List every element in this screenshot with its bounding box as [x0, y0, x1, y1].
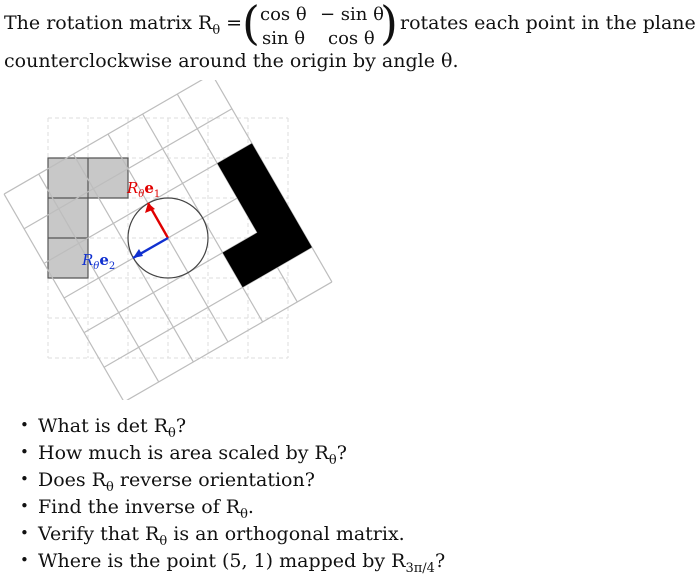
question-sub: θ — [328, 452, 337, 468]
question-item — [20, 466, 445, 493]
question-text: Verify that R — [38, 523, 160, 545]
matrix-cell-22: cos θ — [328, 28, 375, 49]
question-tail: ? — [336, 442, 347, 464]
question-item — [20, 439, 445, 466]
rotation-figure — [0, 80, 360, 400]
intro-prefix-sub: θ — [212, 22, 221, 38]
matrix-cell-12: − sin θ — [320, 4, 384, 25]
basis-vector-e1 — [145, 203, 168, 238]
question-item — [20, 493, 445, 520]
intro-equals: = — [220, 12, 243, 34]
question-tail: is an orthogonal matrix. — [167, 523, 405, 545]
question-tail: ? — [434, 550, 446, 572]
basis-vector-e2 — [133, 238, 168, 258]
question-text: Does R — [38, 469, 107, 491]
label-e1: $R_\theta e_1$ — [127, 179, 161, 200]
question-tail: . — [247, 496, 254, 518]
matrix-cell-21: sin θ — [262, 28, 306, 49]
question-sub: θ — [240, 506, 248, 522]
question-text: What is det R — [38, 415, 169, 437]
bullet: • — [20, 470, 29, 488]
question-item — [20, 520, 445, 547]
rotation-matrix — [242, 0, 398, 54]
bullet: • — [20, 443, 29, 461]
intro-line-1 — [4, 10, 242, 44]
question-text: Where is the point (5, 1) mapped by R — [38, 550, 406, 572]
question-tail: ? — [175, 415, 187, 437]
bullet: • — [20, 497, 29, 515]
question-tail: reverse orientation? — [113, 469, 315, 491]
bullet: • — [20, 524, 29, 542]
intro-suffix: rotates each point in the plane — [400, 12, 696, 34]
question-text: Find the inverse of R — [38, 496, 241, 518]
intro-prefix: The rotation matrix R — [4, 12, 213, 34]
matrix-left-paren: ( — [242, 0, 260, 50]
question-sub: θ — [106, 479, 114, 495]
question-sub: θ — [168, 425, 176, 441]
question-item — [20, 547, 445, 574]
question-list — [20, 412, 445, 574]
question-sub: θ — [159, 533, 168, 549]
matrix-right-paren: ) — [380, 0, 398, 50]
bullet: • — [20, 551, 29, 569]
label-e2: $R_\theta e_2$ — [82, 251, 116, 272]
question-item — [20, 412, 445, 439]
question-text: How much is area scaled by R — [38, 442, 329, 464]
intro-line-2: counterclockwise around the origin by angle θ. — [4, 50, 459, 72]
matrix-cell-11: cos θ — [260, 4, 307, 25]
bullet: • — [20, 416, 29, 434]
question-sub: 3π/4 — [405, 560, 435, 576]
